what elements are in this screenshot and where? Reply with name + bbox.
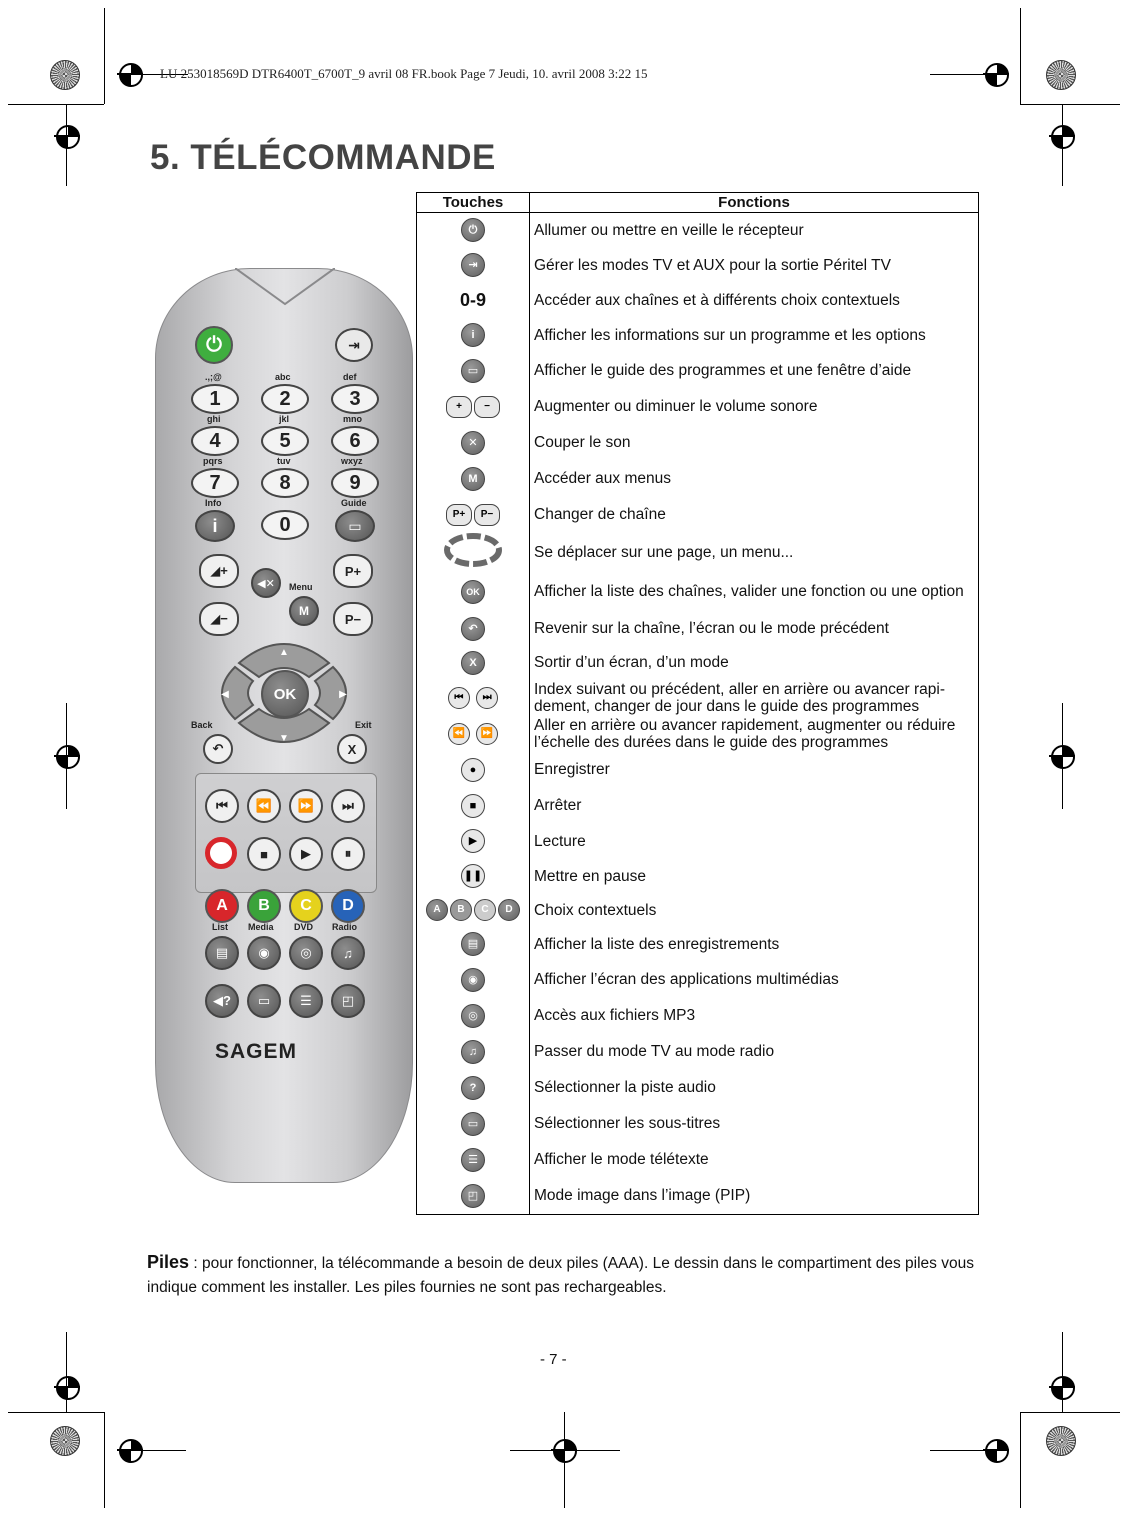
note-separator: : [189,1255,202,1272]
exit-icon: X [461,651,485,675]
function-text: Arrêter [530,788,979,824]
forward-icon: ⏩ [476,723,498,745]
key-letters-1: .,;@ [205,372,222,382]
table-row [417,461,979,497]
table-row [417,998,979,1034]
pause-icon: ❚❚ [461,864,485,888]
key-letters-3: def [343,372,357,382]
function-text: Accéder aux menus [530,461,979,497]
function-text: Afficher l’écran des applications multimédias [530,962,979,998]
audio-track-icon: ? [461,1076,485,1100]
function-text: Se déplacer sur une page, un menu... [530,533,979,572]
pip-key-icon: ◰ [331,984,365,1018]
digits-label: 0-9 [459,289,486,310]
table-row [417,1142,979,1178]
power-icon: ⏻ [461,218,485,242]
column-header-keys: Touches [417,193,530,213]
mute-icon: ✕ [461,431,485,455]
table-row [417,1106,979,1142]
list-label: List [212,922,229,932]
color-key-b: B [247,889,281,923]
dvd-label: DVD [294,922,314,932]
table-row [417,353,979,389]
svg-text:▲: ▲ [279,647,289,658]
color-c-icon: C [474,899,496,921]
stop-icon: ■ [461,794,485,818]
function-text: Accéder aux chaînes et à différents choix contextuels [530,283,979,318]
radio-label: Radio [332,922,358,932]
skip-forward-key-icon: ⏭ [331,789,365,823]
volume-down-key-icon: ◢− [199,602,239,636]
table-row [417,646,979,680]
table-row [417,824,979,859]
digit-0-key: 0 [261,510,309,540]
key-letters-9: wxyz [341,456,363,466]
key-letters-4: ghi [207,414,221,424]
function-text: Couper le son [530,425,979,461]
batteries-note [147,1250,987,1300]
svg-text:▼: ▼ [279,733,289,744]
menu-label: Menu [289,582,313,592]
table-row [417,752,979,788]
guide-label: Guide [341,498,367,508]
svg-text:▶: ▶ [339,689,347,700]
function-text: Enregistrer [530,752,979,788]
function-text: Mode image dans l’image (PIP) [530,1178,979,1215]
rewind-key-icon: ⏪ [247,789,281,823]
radio-key-icon: ♫ [331,936,365,970]
digit-5-key: 5 [261,426,309,456]
table-row [417,612,979,646]
dvd-icon: ◎ [461,1004,485,1028]
subtitles-icon: ▭ [461,1112,485,1136]
table-row [417,788,979,824]
digit-9-key: 9 [331,468,379,498]
function-text: Allumer ou mettre en veille le récepteur [530,213,979,248]
play-icon: ▶ [461,829,485,853]
key-letters-7: pqrs [203,456,223,466]
key-letters-2: abc [275,372,291,382]
table-row [417,318,979,353]
crop-crosshair-icon [983,1437,1009,1463]
function-text: Choix contextuels [530,894,979,927]
subtitles-key-icon: ▭ [247,984,281,1018]
crop-crosshair-icon [54,743,80,769]
dvd-key-icon: ◎ [289,936,323,970]
table-row [417,572,979,612]
ok-key: OK [261,670,309,718]
info-label: Info [205,498,222,508]
channel-down-key-icon: P− [333,602,373,636]
back-label: Back [191,720,213,730]
table-row [417,425,979,461]
channel-up-icon: P+ [446,504,472,526]
table-row [417,962,979,998]
record-icon: ● [461,758,485,782]
power-button-icon: ⏻ [195,326,233,364]
guide-icon: ▭ [461,359,485,383]
note-term: Piles [147,1252,190,1272]
function-text: Mettre en pause [530,859,979,894]
function-text: Sélectionner la piste audio [530,1070,979,1106]
digit-6-key: 6 [331,426,379,456]
navigation-icon [443,533,503,567]
function-text: Afficher le mode télétexte [530,1142,979,1178]
function-text: Afficher la liste des chaînes, valider une fonction ou une option [530,572,979,612]
key-letters-8: tuv [277,456,291,466]
table-row [417,1070,979,1106]
channel-down-icon: P− [474,504,500,526]
print-header: LU 253018569D DTR6400T_6700T_9 avril 08 FR.book Page 7 Jeudi, 10. avril 2008 3:22 15 [160,66,648,81]
play-key-icon: ▶ [289,837,323,871]
crop-crosshair-icon [54,1374,80,1400]
remote-notch [235,268,335,306]
source-button-icon: ⇥ [335,328,373,362]
list-key-icon: ▤ [205,936,239,970]
back-icon: ↶ [461,617,485,641]
stop-key-icon: ■ [247,837,281,871]
function-text: Gérer les modes TV et AUX pour la sortie Péritel TV [530,248,979,283]
table-row [417,894,979,927]
media-label: Media [248,922,274,932]
function-text: Sortir d’un écran, d’un mode [530,646,979,680]
registration-mark-icon [1046,60,1076,90]
table-row [417,533,979,572]
skip-back-key-icon: ⏮ [205,789,239,823]
color-a-icon: A [426,899,448,921]
key-letters-5: jkl [279,414,290,424]
table-row [417,389,979,425]
table-row [417,1034,979,1070]
info-icon: i [461,323,485,347]
color-key-c: C [289,889,323,923]
crop-crosshair-icon [983,61,1009,87]
note-text: pour fonctionner, la télécommande a besoin de deux piles (AAA). Le dessin dans le compartiment des piles vous indique comment les installer. Les piles fournies ne sont pas rechargeables. [147,1255,974,1296]
table-row [417,680,979,716]
rewind-icon: ⏪ [448,723,470,745]
digit-1-key: 1 [191,384,239,414]
menu-key-icon: M [289,596,319,626]
digit-2-key: 2 [261,384,309,414]
page-number: - 7 - [540,1351,567,1368]
channel-up-key-icon: P+ [333,554,373,588]
skip-forward-icon: ⏭ [476,687,498,709]
function-text: Index suivant ou précédent, aller en arrière ou avancer rapi-dement, changer de jour dans le guide des programmes [530,680,979,716]
media-key-icon: ◉ [247,936,281,970]
exit-label: Exit [355,720,372,730]
function-text: Afficher les informations sur un programme et les options [530,318,979,353]
table-row [417,213,979,248]
table-row [417,716,979,752]
table-row [417,927,979,962]
color-d-icon: D [498,899,520,921]
table-row [417,859,979,894]
pause-key-icon: ⏸ [331,837,365,871]
keys-functions-table [416,192,979,1215]
teletext-key-icon: ☰ [289,984,323,1018]
media-icon: ◉ [461,968,485,992]
exit-key-icon: X [337,734,367,764]
table-row [417,497,979,533]
volume-up-icon: + [446,396,472,418]
digit-4-key: 4 [191,426,239,456]
digit-8-key: 8 [261,468,309,498]
radio-icon: ♫ [461,1040,485,1064]
key-letters-6: mno [343,414,362,424]
source-icon: ⇥ [461,253,485,277]
info-key-icon: i [195,510,235,542]
registration-mark-icon [1046,1426,1076,1456]
color-key-a: A [205,889,239,923]
pip-icon: ◰ [461,1184,485,1208]
table-row [417,248,979,283]
volume-down-icon: − [474,396,500,418]
teletext-icon: ☰ [461,1148,485,1172]
list-icon: ▤ [461,932,485,956]
volume-up-key-icon: ◢+ [199,554,239,588]
function-text: Lecture [530,824,979,859]
guide-key-icon: ▭ [335,510,375,542]
column-header-functions: Fonctions [530,193,979,213]
function-text: Passer du mode TV au mode radio [530,1034,979,1070]
back-key-icon: ↶ [203,734,233,764]
forward-key-icon: ⏩ [289,789,323,823]
remote-control-illustration [155,268,413,1183]
digit-7-key: 7 [191,468,239,498]
record-key-icon [205,837,237,869]
svg-text:◀: ◀ [221,689,229,700]
function-text: Sélectionner les sous-titres [530,1106,979,1142]
function-text: Changer de chaîne [530,497,979,533]
skip-back-icon: ⏮ [448,687,470,709]
table-row [417,283,979,318]
page-title: 5. TÉLÉCOMMANDE [150,138,496,177]
digit-3-key: 3 [331,384,379,414]
function-text: Afficher la liste des enregistrements [530,927,979,962]
color-key-d: D [331,889,365,923]
function-text: Revenir sur la chaîne, l’écran ou le mode précédent [530,612,979,646]
mute-key-icon: ◀✕ [251,568,281,598]
table-row [417,1178,979,1215]
ok-icon: OK [461,580,485,604]
audio-track-key-icon: ◀? [205,984,239,1018]
registration-mark-icon [50,1426,80,1456]
registration-mark-icon [50,60,80,90]
function-text: Aller en arrière ou avancer rapidement, augmenter ou réduire l’échelle des durées dans le guide des programmes [530,716,979,752]
brand-logo: SAGEM [215,1040,298,1063]
crop-crosshair-icon [54,123,80,149]
menu-icon: M [461,467,485,491]
function-text: Afficher le guide des programmes et une fenêtre d’aide [530,353,979,389]
function-text: Augmenter ou diminuer le volume sonore [530,389,979,425]
function-text: Accès aux fichiers MP3 [530,998,979,1034]
color-b-icon: B [450,899,472,921]
